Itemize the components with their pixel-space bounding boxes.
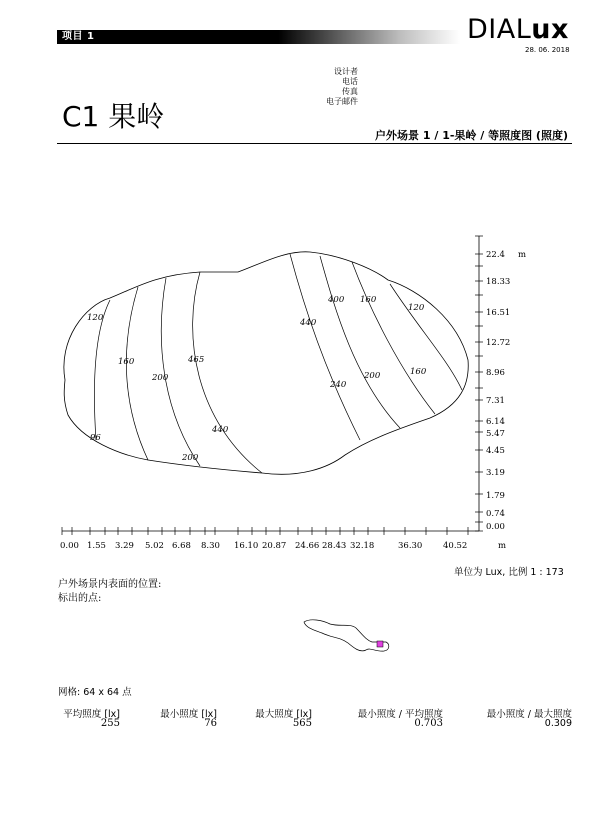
x-tick-label: 1.55 bbox=[87, 541, 106, 551]
x-tick-label: 8.30 bbox=[201, 541, 220, 551]
x-tick-label: 6.68 bbox=[172, 541, 191, 551]
project-label: 项目 1 bbox=[62, 31, 95, 42]
stats-header-min: 最小照度 [lx] bbox=[160, 709, 217, 720]
y-tick-label: 0.00 bbox=[486, 522, 505, 532]
location-outline bbox=[304, 620, 389, 651]
contact-phone: 电话 bbox=[342, 77, 358, 86]
contour-label: 440 bbox=[300, 318, 317, 328]
contour-line bbox=[161, 278, 200, 466]
contour-label: 96 bbox=[90, 433, 101, 443]
contour-line bbox=[193, 272, 262, 473]
x-tick-label: 20.87 bbox=[262, 541, 287, 551]
y-tick-label: 16.51 bbox=[486, 308, 511, 318]
location-marker bbox=[377, 641, 383, 647]
grid-note: 网格: 64 x 64 点 bbox=[58, 687, 132, 698]
contour-line bbox=[126, 287, 148, 460]
x-tick-label: 24.66 bbox=[295, 541, 320, 551]
contour-label: 200 bbox=[152, 373, 169, 383]
contour-label: 400 bbox=[328, 295, 345, 305]
y-tick-label: 0.74 bbox=[486, 509, 505, 519]
contour-line bbox=[352, 262, 435, 414]
stats-header-max: 最大照度 [lx] bbox=[255, 709, 312, 720]
contact-designer: 设计者 bbox=[334, 67, 358, 76]
y-tick-label: 1.79 bbox=[486, 491, 505, 501]
brand-prefix: DIAL bbox=[467, 14, 532, 45]
x-tick-label: 40.52 bbox=[443, 541, 468, 551]
axes bbox=[62, 236, 479, 531]
x-tick-label: 16.10 bbox=[234, 541, 259, 551]
x-tick-label: 32.18 bbox=[350, 541, 375, 551]
stats-header-min-max: 最小照度 / 最大照度 bbox=[486, 709, 572, 720]
y-tick-label: 12.72 bbox=[486, 338, 511, 348]
contour-label: 120 bbox=[408, 303, 425, 313]
stats-value-max: 565 bbox=[292, 718, 312, 729]
x-tick-label: 28.43 bbox=[322, 541, 347, 551]
contour-label: 440 bbox=[212, 425, 229, 435]
x-tick-label: 36.30 bbox=[398, 541, 423, 551]
y-tick-label: 18.33 bbox=[486, 277, 511, 287]
y-tick-label: 4.45 bbox=[486, 446, 505, 456]
stats-value-avg: 255 bbox=[100, 718, 120, 729]
x-tick-labels bbox=[60, 541, 506, 551]
contour-label: 120 bbox=[87, 313, 104, 323]
stats-value-min: 76 bbox=[204, 718, 217, 729]
scale-note: 单位为 Lux, 比例 1 : 173 bbox=[454, 567, 564, 578]
contour-line bbox=[290, 254, 360, 440]
stats-value-min-max: 0.309 bbox=[544, 718, 572, 729]
y-tick-label: 22.4 bbox=[486, 250, 505, 260]
contour-label: 465 bbox=[188, 355, 205, 365]
contour-label-group bbox=[87, 295, 427, 463]
y-tick-label: 5.47 bbox=[486, 429, 505, 439]
brand-suffix: ux bbox=[531, 14, 569, 45]
contour-label: 240 bbox=[330, 380, 347, 390]
contour-lines bbox=[94, 254, 462, 473]
stats-value-min-avg: 0.703 bbox=[414, 718, 443, 729]
y-tick-label: 8.96 bbox=[486, 368, 505, 378]
x-tick-label: 5.02 bbox=[145, 541, 164, 551]
contour-label: 200 bbox=[364, 371, 381, 381]
contact-fax: 传真 bbox=[342, 87, 358, 96]
x-tick-label: 0.00 bbox=[60, 541, 79, 551]
y-tick-label: 7.31 bbox=[486, 396, 505, 406]
y-tick-label: 6.14 bbox=[486, 417, 505, 427]
marked-points-caption: 标出的点: bbox=[58, 593, 102, 604]
contour-label: 160 bbox=[118, 357, 135, 367]
contour-label: 160 bbox=[360, 295, 377, 305]
y-tick-labels bbox=[486, 250, 526, 532]
stats-header-avg: 平均照度 [lx] bbox=[63, 709, 120, 720]
page-title: C1 果岭 bbox=[62, 100, 165, 133]
y-tick-label: 3.19 bbox=[486, 468, 505, 478]
contour-label: 160 bbox=[410, 367, 427, 377]
page-subtitle: 户外场景 1 / 1-果岭 / 等照度图 (照度) bbox=[375, 129, 568, 142]
x-tick-label: 3.29 bbox=[115, 541, 134, 551]
location-caption: 户外场景内表面的位置: bbox=[58, 579, 162, 590]
contact-email: 电子邮件 bbox=[326, 97, 358, 106]
stats-header-min-avg: 最小照度 / 平均照度 bbox=[357, 709, 443, 720]
report-date: 28. 06. 2018 bbox=[525, 46, 570, 54]
contour-label: 200 bbox=[182, 453, 199, 463]
x-axis-unit: m bbox=[498, 541, 507, 551]
y-axis-unit: m bbox=[518, 250, 527, 260]
location-thumbnail bbox=[304, 620, 389, 651]
